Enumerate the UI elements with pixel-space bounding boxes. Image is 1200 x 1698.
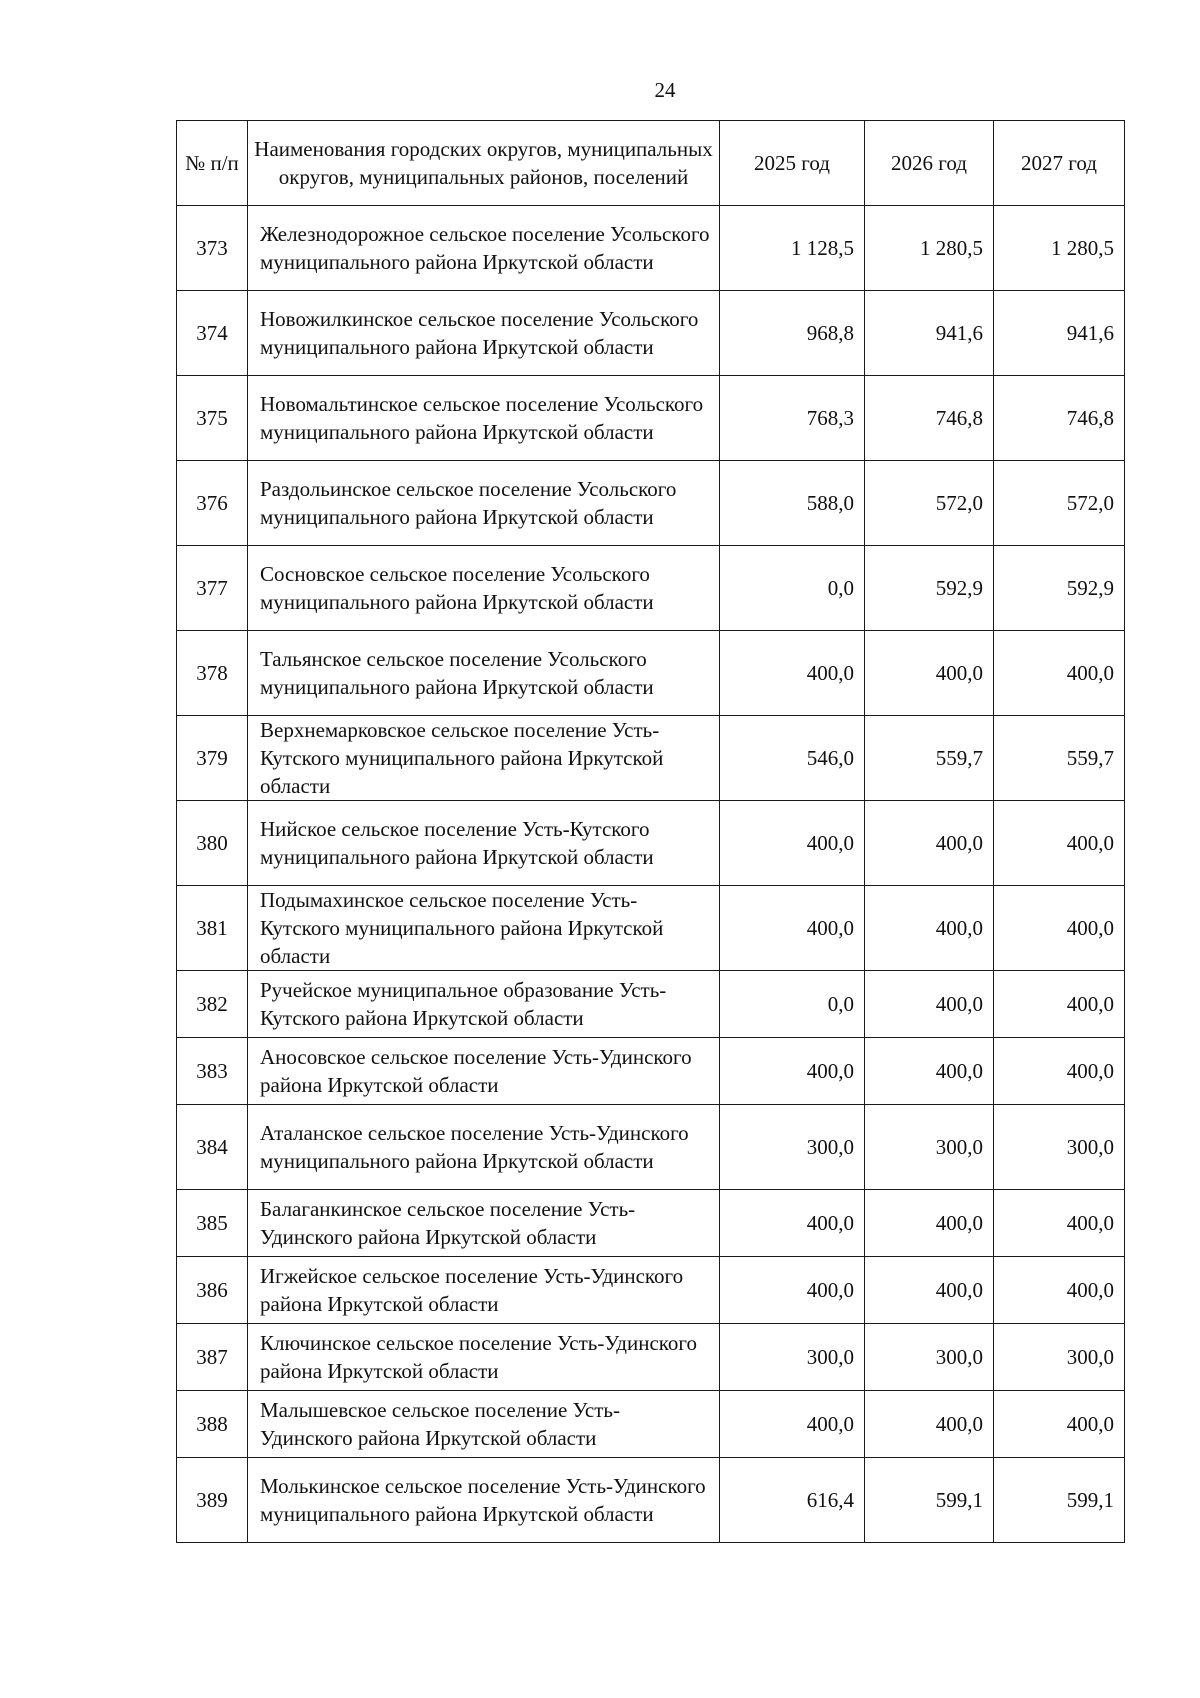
row-name: Ключинское сельское поселение Усть-Удинского района Иркутской области (248, 1324, 720, 1391)
row-value-2025: 0,0 (720, 546, 865, 631)
row-number: 373 (177, 206, 248, 291)
row-name: Балаганкинское сельское поселение Усть-Удинского района Иркутской области (248, 1190, 720, 1257)
row-number: 387 (177, 1324, 248, 1391)
header-2027: 2027 год (994, 121, 1125, 206)
row-value-2027: 599,1 (994, 1458, 1125, 1543)
row-value-2025: 400,0 (720, 1038, 865, 1105)
budget-table (176, 120, 1125, 1543)
row-value-2027: 400,0 (994, 631, 1125, 716)
row-value-2025: 400,0 (720, 801, 865, 886)
row-value-2026: 400,0 (865, 1190, 994, 1257)
row-value-2025: 768,3 (720, 376, 865, 461)
row-value-2026: 400,0 (865, 1391, 994, 1458)
row-value-2027: 400,0 (994, 801, 1125, 886)
row-value-2027: 572,0 (994, 461, 1125, 546)
row-number: 374 (177, 291, 248, 376)
row-value-2027: 300,0 (994, 1105, 1125, 1190)
row-number: 389 (177, 1458, 248, 1543)
row-number: 383 (177, 1038, 248, 1105)
row-value-2025: 1 128,5 (720, 206, 865, 291)
row-value-2025: 0,0 (720, 971, 865, 1038)
row-value-2027: 1 280,5 (994, 206, 1125, 291)
table-row (177, 291, 1125, 376)
row-number: 386 (177, 1257, 248, 1324)
row-number: 378 (177, 631, 248, 716)
row-name: Молькинское сельское поселение Усть-Удинского муниципального района Иркутской области (248, 1458, 720, 1543)
row-value-2025: 400,0 (720, 1391, 865, 1458)
row-name: Железнодорожное сельское поселение Усольского муниципального района Иркутской области (248, 206, 720, 291)
row-number: 381 (177, 886, 248, 971)
row-value-2027: 746,8 (994, 376, 1125, 461)
row-value-2026: 1 280,5 (865, 206, 994, 291)
row-value-2027: 559,7 (994, 716, 1125, 801)
row-name: Тальянское сельское поселение Усольского муниципального района Иркутской области (248, 631, 720, 716)
row-name: Нийское сельское поселение Усть-Кутского муниципального района Иркутской области (248, 801, 720, 886)
row-value-2027: 300,0 (994, 1324, 1125, 1391)
row-value-2026: 599,1 (865, 1458, 994, 1543)
row-value-2025: 300,0 (720, 1324, 865, 1391)
row-name: Аносовское сельское поселение Усть-Удинского района Иркутской области (248, 1038, 720, 1105)
row-number: 380 (177, 801, 248, 886)
table-row (177, 631, 1125, 716)
table-header-row (177, 121, 1125, 206)
row-number: 382 (177, 971, 248, 1038)
row-value-2027: 400,0 (994, 886, 1125, 971)
row-name: Игжейское сельское поселение Усть-Удинского района Иркутской области (248, 1257, 720, 1324)
row-number: 384 (177, 1105, 248, 1190)
row-value-2026: 400,0 (865, 886, 994, 971)
row-value-2025: 616,4 (720, 1458, 865, 1543)
row-name: Ручейское муниципальное образование Усть-Кутского района Иркутской области (248, 971, 720, 1038)
row-value-2025: 968,8 (720, 291, 865, 376)
row-number: 385 (177, 1190, 248, 1257)
row-name: Верхнемарковское сельское поселение Усть-Кутского муниципального района Иркутской области (248, 716, 720, 801)
table-row (177, 1190, 1125, 1257)
row-value-2027: 400,0 (994, 1257, 1125, 1324)
row-name: Новомальтинское сельское поселение Усольского муниципального района Иркутской области (248, 376, 720, 461)
header-name: Наименования городских округов, муниципальных округов, муниципальных районов, поселений (248, 121, 720, 206)
row-value-2025: 300,0 (720, 1105, 865, 1190)
row-value-2027: 400,0 (994, 1190, 1125, 1257)
row-value-2025: 588,0 (720, 461, 865, 546)
row-value-2026: 592,9 (865, 546, 994, 631)
row-value-2027: 400,0 (994, 1391, 1125, 1458)
row-number: 376 (177, 461, 248, 546)
row-value-2026: 746,8 (865, 376, 994, 461)
table-row (177, 1324, 1125, 1391)
row-name: Малышевское сельское поселение Усть-Удинского района Иркутской области (248, 1391, 720, 1458)
row-value-2026: 400,0 (865, 631, 994, 716)
table-row (177, 461, 1125, 546)
row-value-2027: 592,9 (994, 546, 1125, 631)
header-number: № п/п (177, 121, 248, 206)
row-value-2026: 400,0 (865, 1257, 994, 1324)
row-number: 377 (177, 546, 248, 631)
row-name: Новожилкинское сельское поселение Усольского муниципального района Иркутской области (248, 291, 720, 376)
table-row (177, 1105, 1125, 1190)
row-name: Аталанское сельское поселение Усть-Удинского муниципального района Иркутской области (248, 1105, 720, 1190)
table-row (177, 1038, 1125, 1105)
row-value-2025: 400,0 (720, 886, 865, 971)
header-2025: 2025 год (720, 121, 865, 206)
row-value-2027: 941,6 (994, 291, 1125, 376)
page-number: 24 (654, 78, 676, 102)
table-row (177, 376, 1125, 461)
table-row (177, 1391, 1125, 1458)
table-row (177, 546, 1125, 631)
row-name: Подымахинское сельское поселение Усть-Кутского муниципального района Иркутской области (248, 886, 720, 971)
header-2026: 2026 год (865, 121, 994, 206)
row-value-2025: 400,0 (720, 1190, 865, 1257)
row-value-2027: 400,0 (994, 1038, 1125, 1105)
row-name: Сосновское сельское поселение Усольского муниципального района Иркутской области (248, 546, 720, 631)
table-row (177, 886, 1125, 971)
row-value-2026: 400,0 (865, 971, 994, 1038)
row-number: 379 (177, 716, 248, 801)
row-number: 388 (177, 1391, 248, 1458)
table-row (177, 1257, 1125, 1324)
row-number: 375 (177, 376, 248, 461)
table-row (177, 801, 1125, 886)
row-value-2027: 400,0 (994, 971, 1125, 1038)
row-value-2026: 559,7 (865, 716, 994, 801)
row-value-2026: 300,0 (865, 1324, 994, 1391)
row-name: Раздольинское сельское поселение Усольского муниципального района Иркутской области (248, 461, 720, 546)
table-row (177, 716, 1125, 801)
row-value-2025: 546,0 (720, 716, 865, 801)
row-value-2026: 400,0 (865, 1038, 994, 1105)
table-row (177, 206, 1125, 291)
row-value-2026: 400,0 (865, 801, 994, 886)
table-row (177, 1458, 1125, 1543)
row-value-2026: 300,0 (865, 1105, 994, 1190)
table-row (177, 971, 1125, 1038)
row-value-2026: 941,6 (865, 291, 994, 376)
row-value-2025: 400,0 (720, 631, 865, 716)
row-value-2026: 572,0 (865, 461, 994, 546)
row-value-2025: 400,0 (720, 1257, 865, 1324)
